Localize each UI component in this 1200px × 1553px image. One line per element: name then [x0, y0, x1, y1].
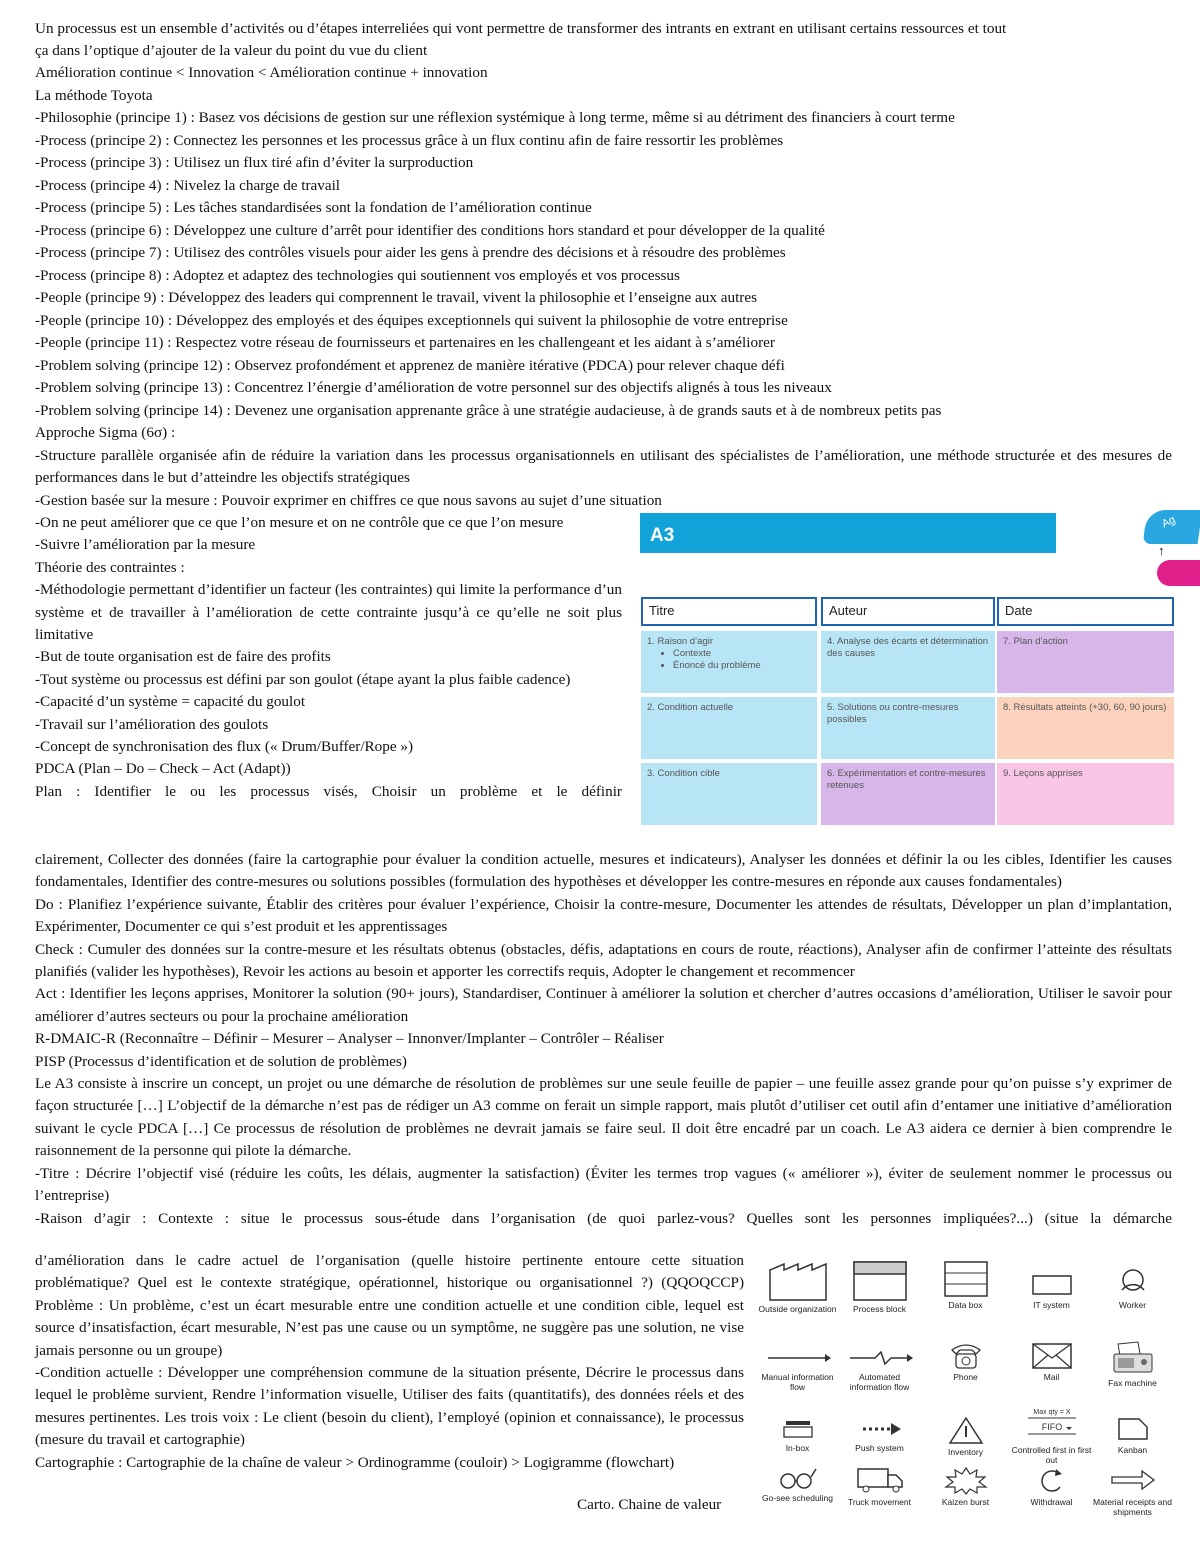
a3-cell-resultats: 8. Résultats atteints (+30, 60, 90 jours) [997, 697, 1174, 759]
a3-cell-label: 1. Raison d’agir [647, 636, 714, 647]
paragraph: -Méthodologie permettant d’identifier un facteur (les contraintes) qui limite la performance d’un système et de travailler à l’amélioration de cette contrainte jusqu’à ce qu’elle ne soit plus limitative [35, 581, 622, 644]
paragraph: clairement, Collecter des données (faire la cartographie pour évaluer la condition actuelle, mesures et indicateurs), Analyser les données et définir la ou les cibles, Identifier les causes fondamentales, Identifier des contre-mesures ou solutions possibles (formulation des hypothèses et développer les contre-mesures en réponde aux causes fondamentales) [35, 851, 1172, 891]
a3-header-titre: Titre [641, 597, 817, 626]
a3-cell-lecons: 9. Leçons apprises [997, 763, 1174, 825]
section-heading: PDCA (Plan – Do – Check – Act (Adapt)) [35, 760, 291, 778]
icon-label: Go-see scheduling [762, 1493, 833, 1503]
a3-header-bar [640, 513, 1056, 553]
icon-label: Push system [855, 1443, 904, 1453]
text-line: -Process (principe 4) : Nivelez la charge de travail [35, 177, 341, 194]
paragraph: R-DMAIC-R (Reconnaître – Définir – Mesurer – Analyser – Innonver/Implanter – Contrôler – Réaliser [35, 1030, 664, 1048]
text-line: -Problem solving (principe 13) : Concentrez l’énergie d’amélioration de votre personnel sur des objectifs alignés à tous les niveaux [35, 379, 832, 396]
a3-header-auteur: Auteur [821, 597, 995, 626]
text-line: -People (principe 9) : Développez des leaders qui comprennent le travail, vivent la philosophie et l’enseigne aux autres [35, 289, 757, 306]
a3-cell-raison-agir [641, 631, 817, 693]
icon-label: Manual information flow [761, 1372, 834, 1392]
text-line: -People (principe 11) : Respectez votre réseau de fournisseurs et partenaires en les challengeant et les aidant à s’améliorer [35, 334, 775, 351]
paragraph: Plan : Identifier le ou les processus visés, Choisir un problème et le définir [35, 782, 622, 800]
paragraph: Cartographie : Cartographie de la chaîne de valeur > Ordinogramme (couloir) > Logigramme (flowchart) [35, 1453, 675, 1471]
phone-icon [923, 1340, 1008, 1420]
paragraph: -Capacité d’un système = capacité du goulot [35, 693, 306, 711]
fax-machine-icon [1090, 1340, 1175, 1420]
it-system-icon [1009, 1260, 1094, 1340]
left-column-1 [35, 512, 622, 803]
a3-cell-condition-cible: 3. Condition cible [641, 763, 817, 825]
paragraph: Le A3 consiste à inscrire un concept, un projet ou une démarche de résolution de problèmes sur une seule feuille de papier – une feuille assez grande pour qu’on puisse s’y exprimer de façon structurée […] L’objectif de la démarche n’est pas de rédiger un A3 comme on ferait un simple rapport, mais plutôt d’utiliser cet outil afin d’entamer une initiative d’amélioration suivant le cycle PDCA […] Ce processus de résolution de problèmes ne devrait jamais se faire seul. Il doit être encadré par un coach. Le A3 aidera ce dernier à bien comprendre le raisonnement de la personne qui pilote la démarche. [35, 1075, 1172, 1160]
text-line: ça dans l’optique d’ajouter de la valeur du point du vue du client [35, 42, 428, 59]
paragraph: -Tout système ou processus est défini par son goulot (étape ayant la plus faible cadence) [35, 670, 571, 688]
left-column-2 [35, 1250, 744, 1474]
a3-bullet: • Énoncé du problème [673, 660, 811, 672]
icon-label: Automated information flow [849, 1372, 910, 1392]
icon-label: Inventory [948, 1447, 983, 1457]
manual-information-flow-icon [755, 1340, 840, 1420]
process-block-icon [837, 1260, 922, 1340]
vsm-icons-figure [755, 1255, 1200, 1525]
arrow-up-icon: ↑ [1158, 543, 1165, 558]
paragraph: Check : Cumuler des données sur la contre-mesure et les résultats obtenus (obstacles, défis, adaptations en cours de route, réactions), Analyser afin de confirmer l’atteinte des résultats planifiés (valider les hypothèses), Revoir les actions au besoin et apporter les correctifs requis, Adopter le changement et recommencer [35, 940, 1172, 981]
icon-label: Truck movement [848, 1497, 911, 1507]
paragraph: Do : Planifiez l’expérience suivante, Établir des critères pour évaluer l’expérience, Choisir la contre-mesure, Documenter les attendes de résultats, Développer un plan d’implantation, Expérimenter, Documenter ce qui s’est produit et les apprentissages [35, 895, 1172, 936]
text-line: -Process (principe 7) : Utilisez des contrôles visuels pour aider les gens à prendre des décisions et à résoudre des problèmes [35, 244, 786, 261]
paragraph: -On ne peut améliorer que ce que l’on mesure et on ne contrôle que ce que l’on mesure [35, 514, 564, 531]
paragraph: Act : Identifier les leçons apprises, Monitorer la solution (90+ jours), Standardiser, Continuer à améliorer la solution et chercher d’autres occasions d’amélioration, Utiliser le savoir pour améliorer d’autres secteurs ou pour la prochaine amélioration [35, 985, 1172, 1025]
text-line: -People (principe 10) : Développez des employés et des équipes exceptionnels qui suivent la philosophie de votre entreprise [35, 312, 788, 329]
section-heading: Approche Sigma (6σ) : [35, 424, 176, 441]
a3-template-figure [637, 510, 1200, 830]
a3-header-date: Date [997, 597, 1174, 626]
paragraph: -Travail sur l’amélioration des goulots [35, 715, 269, 733]
a3-bullet: • Contexte [673, 648, 811, 660]
icon-label: Controlled first in first out [1011, 1445, 1092, 1465]
a3-title: A3 [650, 525, 675, 546]
withdrawal-icon [1009, 1465, 1094, 1545]
paragraph: -Suivre l’amélioration par la mesure [35, 536, 256, 554]
paragraph: -Titre : Décrire l’objectif visé (réduire les coûts, les délais, augmenter la satisfaction) (Éviter les termes trop vagues (« améliorer »), éviter de seulement nommer le processus ou l’entreprise) [35, 1164, 1172, 1205]
text-line: -Philosophie (principe 1) : Basez vos décisions de gestion sur une réflexion systémique à long terme, même si au détriment des financiers à court terme [35, 109, 955, 126]
paragraph: d’amélioration dans le cadre actuel de l’organisation (quelle histoire pertinente entoure cette situation problématique? Quel est le contexte stratégique, opérationnel, historique ou organisationnel ?) (QQOQCCP) Problème : Un problème, c’est un écart mesurable entre une condition actuelle et une condition cible, lequel est source d’insatisfaction, écart mesurable, N’est pas une cause ou un symptôme, ne suggère pas une solution, ne vise jamais personne ou un groupe) [35, 1252, 744, 1359]
paragraph: -Structure parallèle organisée afin de réduire la variation dans les processus organisationnels en utilisant des spécialistes de l’amélioration, une méthode structurée et des mesures de performances dans le but d’atteindre les objectifs stratégiques [35, 447, 1172, 487]
a3-cell-experimentation: 6. Expérimentation et contre-mesures retenues [821, 763, 995, 825]
go-see-scheduling-icon [755, 1465, 840, 1545]
corner-tab-pink [1157, 560, 1200, 586]
icon-label: Kaizen burst [941, 1497, 990, 1507]
section-heading: La méthode Toyota [35, 87, 153, 104]
text-line: -Gestion basée sur la mesure : Pouvoir exprimer en chiffres ce que nous savons au sujet d’une situation [35, 492, 662, 509]
icon-label: Withdrawal [1030, 1497, 1073, 1507]
text-line: -Problem solving (principe 12) : Observez profondément et apprenez de manière itérative (PDCA) pour relever chaque défi [35, 357, 785, 374]
a3-cell-analyse: 4. Analyse des écarts et détermination des causes [821, 631, 995, 693]
text-line: -Process (principe 8) : Adoptez et adaptez des technologies qui soutiennent vos employés et vos processus [35, 267, 680, 284]
a3-cell-condition-actuelle: 2. Condition actuelle [641, 697, 817, 759]
icon-label: IT system [1033, 1300, 1070, 1310]
icon-label: Worker [1118, 1300, 1147, 1310]
outside-organization-icon [755, 1260, 840, 1340]
automated-information-flow-icon [837, 1340, 922, 1420]
body-section-2 [35, 849, 1172, 1230]
icon-label: Phone [953, 1372, 978, 1382]
text-line: -Problem solving (principe 14) : Devenez une organisation apprenante grâce à une stratégie audacieuse, à de grands sauts et à de nombreux petits pas [35, 402, 942, 419]
paragraph: -Concept de synchronisation des flux (« Drum/Buffer/Rope ») [35, 738, 414, 756]
text-line: -Process (principe 6) : Développez une culture d’arrêt pour identifier des conditions hors standard et pour développer de la qualité [35, 222, 825, 239]
text-line: Amélioration continue < Innovation < Amélioration continue + innovation [35, 64, 488, 81]
material-receipts-shipments-icon [1090, 1465, 1175, 1545]
kaizen-burst-icon [923, 1465, 1008, 1545]
paragraph: PISP (Processus d’identification et de solution de problèmes) [35, 1052, 407, 1070]
paragraph: -But de toute organisation est de faire des profits [35, 648, 331, 666]
icon-label: Fax machine [1108, 1378, 1157, 1388]
data-box-icon [923, 1260, 1008, 1340]
text-line: -Process (principe 5) : Les tâches standardisées sont la fondation de l’amélioration continue [35, 199, 592, 216]
truck-movement-icon [837, 1465, 922, 1545]
section-heading: Théorie des contraintes : [35, 558, 185, 576]
worker-icon [1090, 1260, 1175, 1340]
icon-label: Data box [948, 1300, 983, 1310]
fifo-text: FIFO [1041, 1422, 1062, 1432]
text-line: -Process (principe 3) : Utilisez un flux tiré afin d’éviter la surproduction [35, 154, 474, 171]
icon-label: Process block [853, 1304, 906, 1314]
corner-tab-label: Ag [1160, 513, 1178, 531]
paragraph: -Raison d’agir : Contexte : situe le processus sous-étude dans l’organisation (de quoi parlez-vous? Quelles sont les personnes impliquées?...) (situe la démarche [35, 1209, 1172, 1227]
fifo-top-text: Max qty = X [1032, 1409, 1071, 1416]
text-line: Un processus est un ensemble d’activités ou d’étapes interreliées qui vont permettre de transformer des intrants en extrant en utilisant certains ressources et tout [35, 20, 1007, 37]
icon-label: Outside organization [758, 1304, 837, 1314]
figure-caption: Carto. Chaine de valeur [577, 1496, 722, 1513]
paragraph: -Condition actuelle : Développer une compréhension commune de la situation présente, Décrire le processus dans lequel le problème survient, Rendre l’information visuelle, Utiliser des faits (quantitatifs), des données réels et des mesures pertinentes. Les trois voix : Le client (besoin du client), l’employé (opinion et connaissance), le processus (mesure du travail et cartographie) [35, 1364, 744, 1449]
icon-label: Kanban [1117, 1445, 1148, 1455]
a3-cell-solutions: 5. Solutions ou contre-mesures possibles [821, 697, 995, 759]
a3-cell-plan-action: 7. Plan d’action [997, 631, 1174, 693]
icon-label: Material receipts and shipments [1093, 1497, 1172, 1517]
icon-label: Mail [1043, 1372, 1060, 1382]
icon-label: In-box [785, 1443, 810, 1453]
text-line: -Process (principe 2) : Connectez les personnes et les processus grâce à un flux continu afin de faire ressortir les problèmes [35, 132, 784, 149]
